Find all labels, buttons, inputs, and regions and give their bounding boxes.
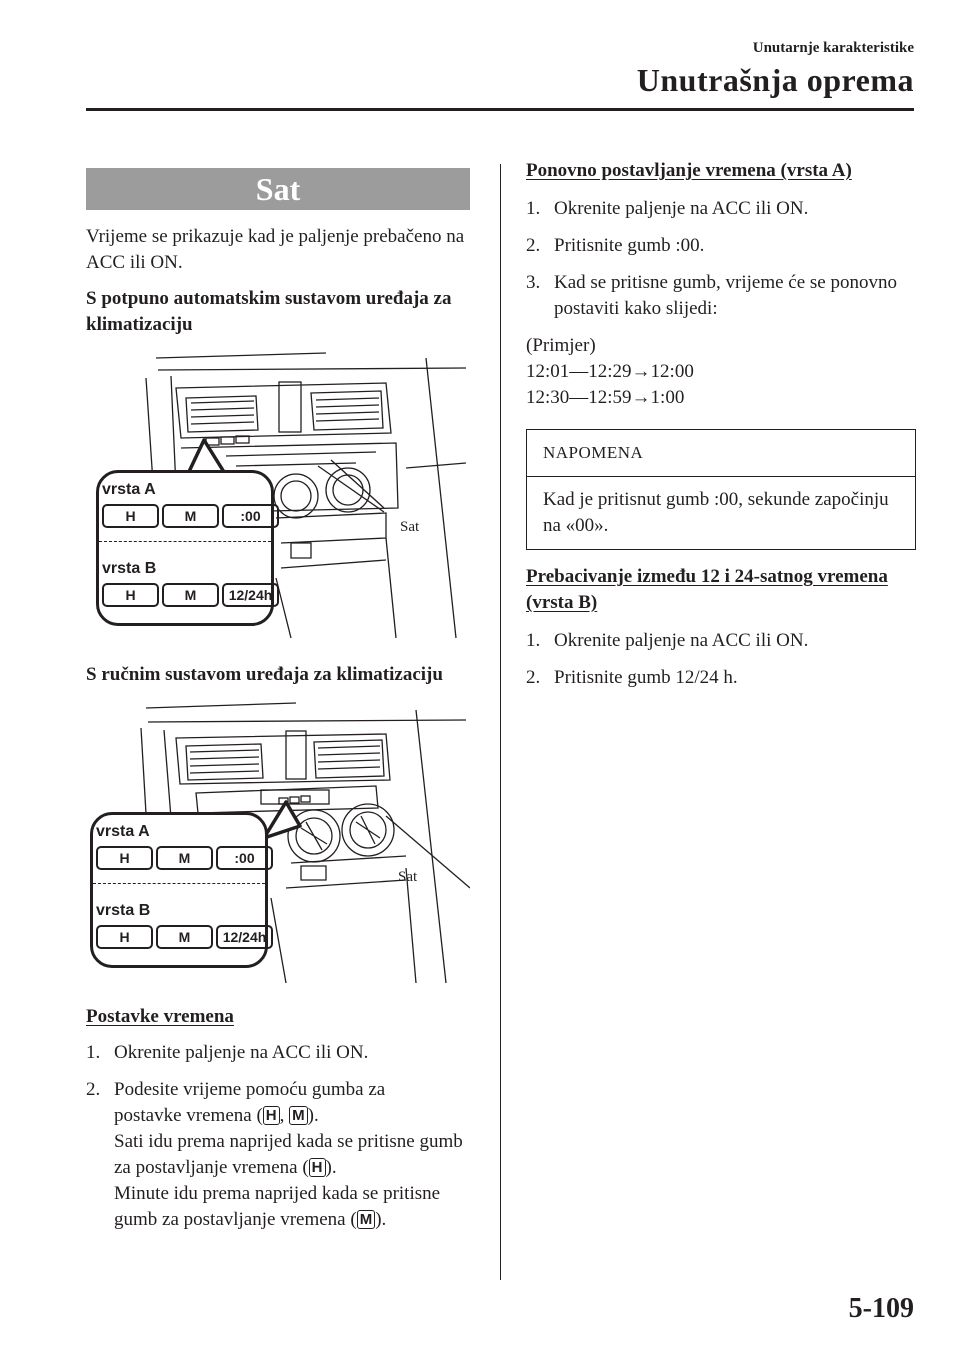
callout-divider [93,883,265,884]
m-button: M [156,846,213,870]
column-divider [500,164,501,1280]
reset-heading: Ponovno postavljanje vremena (vrsta A) [526,160,852,181]
example-line-2: 12:30—12:59→1:00 [526,387,685,408]
settings-heading: Postavke vremena [86,1006,234,1027]
switch-step-2: 2. Pritisnite gumb 12/24 h. [526,667,738,688]
manual-ac-heading: S ručnim sustavom uređaja za klimatizaciju [86,664,443,685]
note-text: Kad je pritisnut gumb :00, sekunde započinju na «00». [543,489,889,536]
example-label: (Primjer) [526,335,596,356]
reset-00-button: :00 [216,846,273,870]
example-block [526,333,916,411]
right-column [526,158,916,702]
settings-step-1: 1. Okrenite paljenje na ACC ili ON. [86,1042,369,1063]
left-column [86,168,470,1244]
switch-step-1: 1. Okrenite paljenje na ACC ili ON. [526,630,809,651]
note-title: NAPOMENA [527,430,915,477]
example-line-1: 12:01—12:29→12:00 [526,361,694,382]
m-button: M [162,504,219,528]
reset-step-3: 3. Kad se pritisne gumb, vrijeme će se ponovno postaviti kako slijedi: [526,272,897,319]
note-box [526,429,916,550]
clock-label: Sat [398,869,418,885]
clock-figure-manual [86,698,470,988]
12-24h-button: 12/24h [216,925,273,949]
hours-text: Sati idu prema naprijed kada se pritisne gumb za postavljanje vremena ( [114,1131,463,1178]
reset-step-1: 1. Okrenite paljenje na ACC ili ON. [526,198,809,219]
header-rule [86,108,914,111]
m-button: M [156,925,213,949]
type-a-label: vrsta A [102,481,156,498]
h-button: H [96,846,153,870]
button-callout-manual [90,812,268,968]
reset-step-2: 2. Pritisnite gumb :00. [526,235,705,256]
m-button-icon: M [357,1210,376,1229]
type-a-buttons [102,504,279,528]
type-a-buttons [96,846,273,870]
h-button-icon: H [263,1106,280,1125]
h-button: H [96,925,153,949]
type-b-label: vrsta B [102,560,157,577]
button-callout-auto [96,470,274,626]
intro-text: Vrijeme se prikazuje kad je paljenje prebačeno na ACC ili ON. [86,226,465,273]
type-a-label: vrsta A [96,823,150,840]
clock-label: Sat [400,519,420,535]
callout-divider [99,541,271,542]
h-button: H [102,504,159,528]
12-24h-button: 12/24h [222,583,279,607]
switch-heading: Prebacivanje između 12 i 24-satnog vremena (vrsta B) [526,566,888,613]
m-button: M [162,583,219,607]
header-chapter: Unutarnje karakteristike [752,40,914,56]
type-b-label: vrsta B [96,902,151,919]
settings-step-2: 2. Podesite vrijeme pomoću gumba za postavke vremena ( H , M ). Sati idu prema naprijed kada se pritisne gumb za postavljanje vremena ( H ). Minute idu prema naprijed kada se pritisne gumb za postavljanje vremena ( M ). [86,1079,463,1230]
clock-figure-auto [86,348,470,648]
page-number: 5-109 [848,1293,914,1324]
h-button-icon: H [309,1158,326,1177]
type-b-buttons [96,925,273,949]
type-b-buttons [102,583,279,607]
reset-00-button: :00 [222,504,279,528]
header-title: Unutrašnja oprema [636,62,914,98]
h-button: H [102,583,159,607]
section-title: Sat [86,168,470,210]
auto-ac-heading: S potpuno automatskim sustavom uređaja za klimatizaciju [86,288,452,335]
m-button-icon: M [289,1106,308,1125]
minutes-text: Minute idu prema naprijed kada se pritisne gumb za postavljanje vremena ( [114,1183,441,1230]
